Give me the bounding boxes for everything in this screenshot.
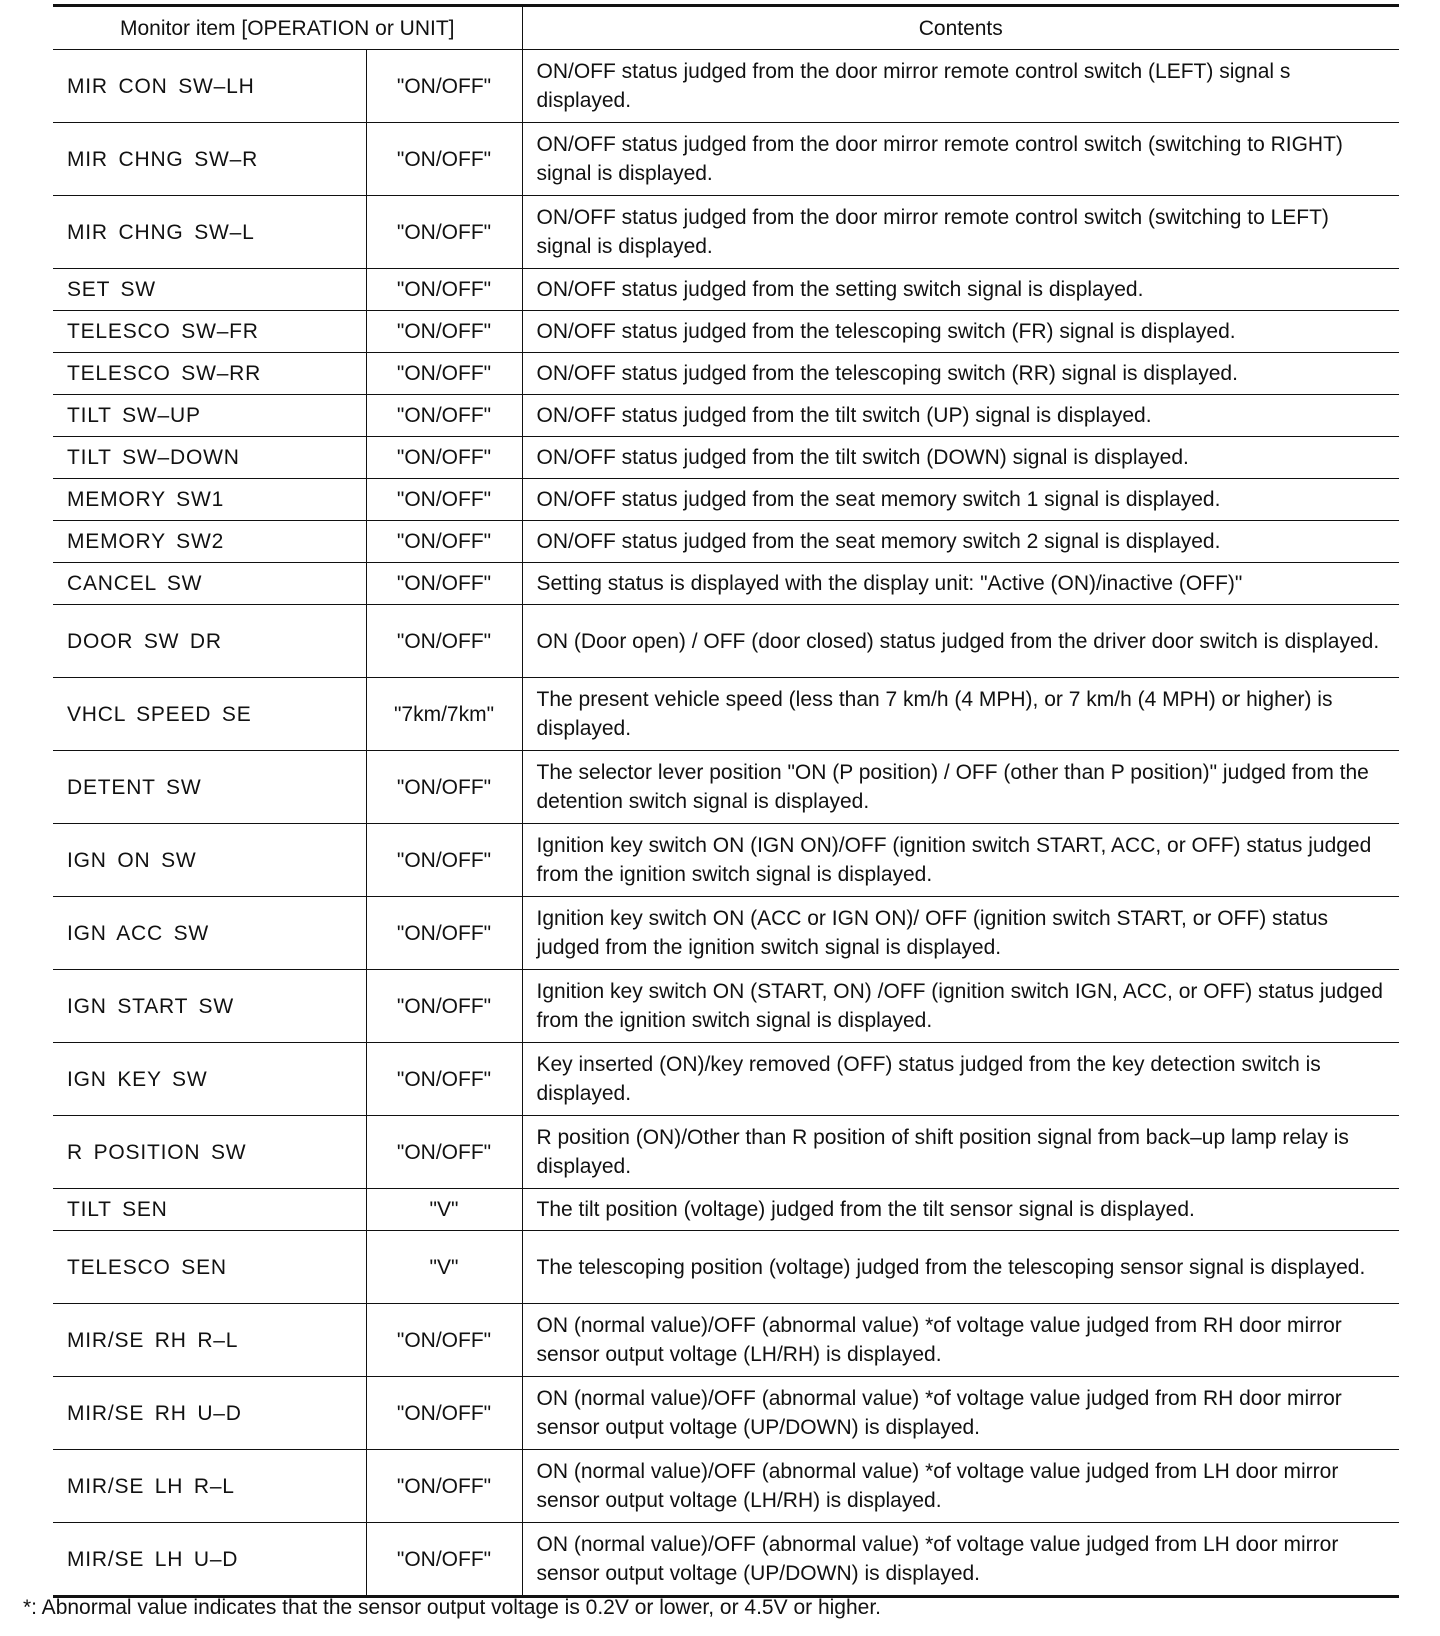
table-row <box>53 479 1399 521</box>
monitor-item-cell: IGN ON SW <box>53 824 366 897</box>
contents-cell: ON (normal value)/OFF (abnormal value) *of voltage value judged from LH door mirror sensor output voltage (UP/DOWN) is displayed. <box>522 1523 1399 1597</box>
monitor-item-cell: TILT SW–DOWN <box>53 437 366 479</box>
contents-cell: Ignition key switch ON (ACC or IGN ON)/ OFF (ignition switch START, or OFF) status judged from the ignition switch signal is displayed. <box>522 897 1399 970</box>
unit-cell: "ON/OFF" <box>366 1116 522 1189</box>
contents-cell: The tilt position (voltage) judged from the tilt sensor signal is displayed. <box>522 1189 1399 1231</box>
unit-cell: "7km/7km" <box>366 678 522 751</box>
monitor-item-cell: DETENT SW <box>53 751 366 824</box>
monitor-item-cell: CANCEL SW <box>53 563 366 605</box>
unit-cell: "ON/OFF" <box>366 269 522 311</box>
monitor-item-cell: VHCL SPEED SE <box>53 678 366 751</box>
monitor-item-cell: MEMORY SW1 <box>53 479 366 521</box>
monitor-item-cell: IGN START SW <box>53 970 366 1043</box>
monitor-item-cell: TILT SW–UP <box>53 395 366 437</box>
monitor-item-cell: MIR/SE LH R–L <box>53 1450 366 1523</box>
monitor-item-cell: MIR/SE LH U–D <box>53 1523 366 1597</box>
table-row <box>53 897 1399 970</box>
table-row <box>53 395 1399 437</box>
unit-cell: "ON/OFF" <box>366 1450 522 1523</box>
table-row <box>53 437 1399 479</box>
monitor-item-cell: TILT SEN <box>53 1189 366 1231</box>
contents-cell: ON/OFF status judged from the setting switch signal is displayed. <box>522 269 1399 311</box>
monitor-item-cell: MIR/SE RH R–L <box>53 1304 366 1377</box>
unit-cell: "ON/OFF" <box>366 395 522 437</box>
table-row <box>53 1116 1399 1189</box>
table-row <box>53 1450 1399 1523</box>
contents-cell: The present vehicle speed (less than 7 km/h (4 MPH), or 7 km/h (4 MPH) or higher) is displayed. <box>522 678 1399 751</box>
header-monitor-item: Monitor item [OPERATION or UNIT] <box>53 6 522 50</box>
monitor-item-cell: MEMORY SW2 <box>53 521 366 563</box>
monitor-item-cell: TELESCO SW–FR <box>53 311 366 353</box>
unit-cell: "ON/OFF" <box>366 479 522 521</box>
unit-cell: "ON/OFF" <box>366 605 522 678</box>
table-row <box>53 824 1399 897</box>
contents-cell: ON/OFF status judged from the door mirror remote control switch (switching to LEFT) signal is displayed. <box>522 196 1399 269</box>
monitor-table-container <box>53 4 1399 1598</box>
header-contents: Contents <box>522 6 1399 50</box>
table-body <box>53 50 1399 1597</box>
table-row <box>53 1043 1399 1116</box>
unit-cell: "ON/OFF" <box>366 50 522 123</box>
contents-cell: The selector lever position "ON (P position) / OFF (other than P position)" judged from the detention switch signal is displayed. <box>522 751 1399 824</box>
contents-cell: The telescoping position (voltage) judged from the telescoping sensor signal is displayed. <box>522 1231 1399 1304</box>
unit-cell: "ON/OFF" <box>366 970 522 1043</box>
table-row <box>53 563 1399 605</box>
unit-cell: "ON/OFF" <box>366 1304 522 1377</box>
contents-cell: ON (normal value)/OFF (abnormal value) *of voltage value judged from RH door mirror sensor output voltage (UP/DOWN) is displayed. <box>522 1377 1399 1450</box>
unit-cell: "ON/OFF" <box>366 123 522 196</box>
table-row <box>53 970 1399 1043</box>
unit-cell: "V" <box>366 1189 522 1231</box>
unit-cell: "ON/OFF" <box>366 897 522 970</box>
table-row <box>53 1304 1399 1377</box>
contents-cell: Setting status is displayed with the display unit: "Active (ON)/inactive (OFF)" <box>522 563 1399 605</box>
monitor-item-cell: IGN KEY SW <box>53 1043 366 1116</box>
table-row <box>53 50 1399 123</box>
contents-cell: ON (normal value)/OFF (abnormal value) *of voltage value judged from RH door mirror sensor output voltage (LH/RH) is displayed. <box>522 1304 1399 1377</box>
contents-cell: ON/OFF status judged from the tilt switch (DOWN) signal is displayed. <box>522 437 1399 479</box>
contents-cell: ON (normal value)/OFF (abnormal value) *of voltage value judged from LH door mirror sensor output voltage (LH/RH) is displayed. <box>522 1450 1399 1523</box>
monitor-item-cell: IGN ACC SW <box>53 897 366 970</box>
contents-cell: ON/OFF status judged from the telescoping switch (RR) signal is displayed. <box>522 353 1399 395</box>
unit-cell: "ON/OFF" <box>366 1377 522 1450</box>
table-row <box>53 123 1399 196</box>
table-row <box>53 678 1399 751</box>
monitor-item-cell: TELESCO SW–RR <box>53 353 366 395</box>
monitor-item-cell: MIR CON SW–LH <box>53 50 366 123</box>
table-header-row <box>53 6 1399 50</box>
unit-cell: "V" <box>366 1231 522 1304</box>
unit-cell: "ON/OFF" <box>366 1523 522 1597</box>
monitor-item-cell: MIR CHNG SW–R <box>53 123 366 196</box>
contents-cell: ON (Door open) / OFF (door closed) status judged from the driver door switch is displayed. <box>522 605 1399 678</box>
table-row <box>53 521 1399 563</box>
contents-cell: Ignition key switch ON (START, ON) /OFF (ignition switch IGN, ACC, or OFF) status judged from the ignition switch signal is displayed. <box>522 970 1399 1043</box>
unit-cell: "ON/OFF" <box>366 353 522 395</box>
table-row <box>53 311 1399 353</box>
contents-cell: ON/OFF status judged from the tilt switch (UP) signal is displayed. <box>522 395 1399 437</box>
unit-cell: "ON/OFF" <box>366 196 522 269</box>
table-row <box>53 1377 1399 1450</box>
table-row <box>53 1189 1399 1231</box>
unit-cell: "ON/OFF" <box>366 437 522 479</box>
table-row <box>53 1231 1399 1304</box>
monitor-item-cell: DOOR SW DR <box>53 605 366 678</box>
contents-cell: ON/OFF status judged from the door mirror remote control switch (LEFT) signal s displayed. <box>522 50 1399 123</box>
monitor-item-cell: MIR/SE RH U–D <box>53 1377 366 1450</box>
monitor-item-table <box>53 4 1399 1598</box>
unit-cell: "ON/OFF" <box>366 751 522 824</box>
monitor-item-cell: R POSITION SW <box>53 1116 366 1189</box>
unit-cell: "ON/OFF" <box>366 521 522 563</box>
table-row <box>53 196 1399 269</box>
unit-cell: "ON/OFF" <box>366 1043 522 1116</box>
contents-cell: R position (ON)/Other than R position of shift position signal from back–up lamp relay is displayed. <box>522 1116 1399 1189</box>
unit-cell: "ON/OFF" <box>366 311 522 353</box>
contents-cell: Ignition key switch ON (IGN ON)/OFF (ignition switch START, ACC, or OFF) status judged from the ignition switch signal is displayed. <box>522 824 1399 897</box>
monitor-item-cell: MIR CHNG SW–L <box>53 196 366 269</box>
table-row <box>53 269 1399 311</box>
contents-cell: ON/OFF status judged from the seat memory switch 1 signal is displayed. <box>522 479 1399 521</box>
table-row <box>53 1523 1399 1597</box>
table-row <box>53 751 1399 824</box>
contents-cell: ON/OFF status judged from the door mirror remote control switch (switching to RIGHT) signal is displayed. <box>522 123 1399 196</box>
monitor-item-cell: SET SW <box>53 269 366 311</box>
contents-cell: ON/OFF status judged from the telescoping switch (FR) signal is displayed. <box>522 311 1399 353</box>
contents-cell: ON/OFF status judged from the seat memory switch 2 signal is displayed. <box>522 521 1399 563</box>
unit-cell: "ON/OFF" <box>366 563 522 605</box>
table-row <box>53 605 1399 678</box>
contents-cell: Key inserted (ON)/key removed (OFF) status judged from the key detection switch is displayed. <box>522 1043 1399 1116</box>
table-row <box>53 353 1399 395</box>
unit-cell: "ON/OFF" <box>366 824 522 897</box>
footnote: *: Abnormal value indicates that the sensor output voltage is 0.2V or lower, or 4.5V or higher. <box>23 1596 882 1619</box>
monitor-item-cell: TELESCO SEN <box>53 1231 366 1304</box>
